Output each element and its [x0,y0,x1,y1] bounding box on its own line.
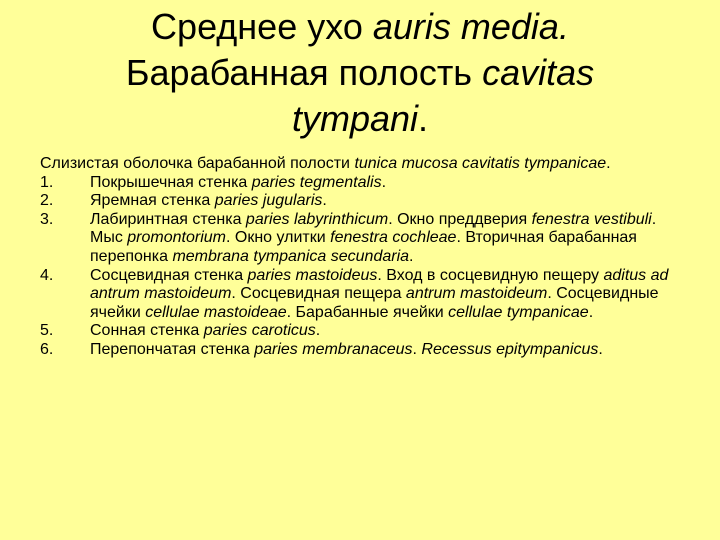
item-text-lat: membrana tympanica secundaria [172,247,410,265]
item-text-punct: . [315,322,321,340]
item-text-lat: fenestra cochleae [330,229,457,247]
item-text-ru: Покрышечная стенка [90,173,252,191]
item-text-lat: aditus ad antrum mastoideum [90,266,669,303]
list-item-number: 6. [40,340,54,358]
item-text-punct: . [322,192,327,210]
item-text-ru: Перепончатая стенка [90,340,255,358]
slide-title [40,4,680,142]
title-text-lat: cavitas [482,52,595,93]
item-text-lat: paries mastoideus [247,266,378,284]
item-text-lat: Recessus epitympanicus [421,340,599,358]
list-item-5 [40,322,680,341]
item-text-ru: . Вторичная барабанная перепонка [90,229,637,265]
item-text-ru: . Вход в сосцевидную пещеру [377,266,604,284]
item-text-ru: Сосцевидная стенка [90,266,248,284]
item-text-ru: . Окно улитки [225,229,331,247]
item-text-ru: . Сосцевидная пещера [231,285,406,303]
list-item-number: 5. [40,322,54,340]
item-text-lat: antrum mastoideum [405,285,548,303]
list-item-number: 2. [40,192,54,210]
item-text-ru: . Барабанные ячейки [286,303,449,321]
item-text-punct: . [381,173,387,191]
intro-text-lat: tunica mucosa cavitatis tympanicae [354,155,607,172]
item-text-lat: paries membranaceus [254,340,413,358]
intro-text-punct: . [606,155,611,172]
slide-body [40,155,680,360]
title-text-lat: tympani [291,98,419,139]
item-text-ru: Сонная стенка [90,322,204,340]
list-item-number: 3. [40,210,54,228]
item-text-lat: paries jugularis [214,192,323,210]
item-text-lat: fenestra vestibuli [531,210,652,228]
item-text-lat: cellulae tympanicae [448,303,589,321]
title-text-lat: auris media. [372,6,569,47]
list-item-2 [40,192,680,211]
title-text-ru: Среднее ухо [151,6,373,47]
list-item-number: 1. [40,173,54,191]
item-text-ru: Лабиринтная стенка [90,210,246,228]
item-text-punct: . [588,303,594,321]
title-line-2 [40,50,680,96]
list-item-1 [40,174,680,193]
item-text-ru: . Мыс [90,210,657,247]
list-item-6 [40,341,680,360]
item-text-lat: paries labyrinthicum [245,210,389,228]
list-item-number: 4. [40,266,54,284]
intro-paragraph [40,155,680,174]
item-text-lat: promontorium [127,229,226,247]
item-text-lat: paries caroticus [203,322,316,340]
item-text-lat: paries tegmentalis [251,173,382,191]
item-text-ru: . Окно преддверия [388,210,532,228]
item-text-ru: Яремная стенка [90,192,215,210]
item-text-punct: . [598,340,603,358]
intro-text-ru: Слизистая оболочка барабанной полости [40,155,355,172]
title-line-1 [40,4,680,50]
title-line-3 [40,96,680,142]
list-item-3 [40,211,680,267]
item-text-lat: cellulae mastoideae [145,303,287,321]
item-text-punct: . [409,247,414,265]
item-text-ru: . Сосцевидные ячейки [90,285,659,321]
title-text-ru: Барабанная полость [125,52,483,93]
list-item-4 [40,267,680,323]
item-text-punct: . [412,340,422,358]
title-text-punct: . [418,98,429,139]
